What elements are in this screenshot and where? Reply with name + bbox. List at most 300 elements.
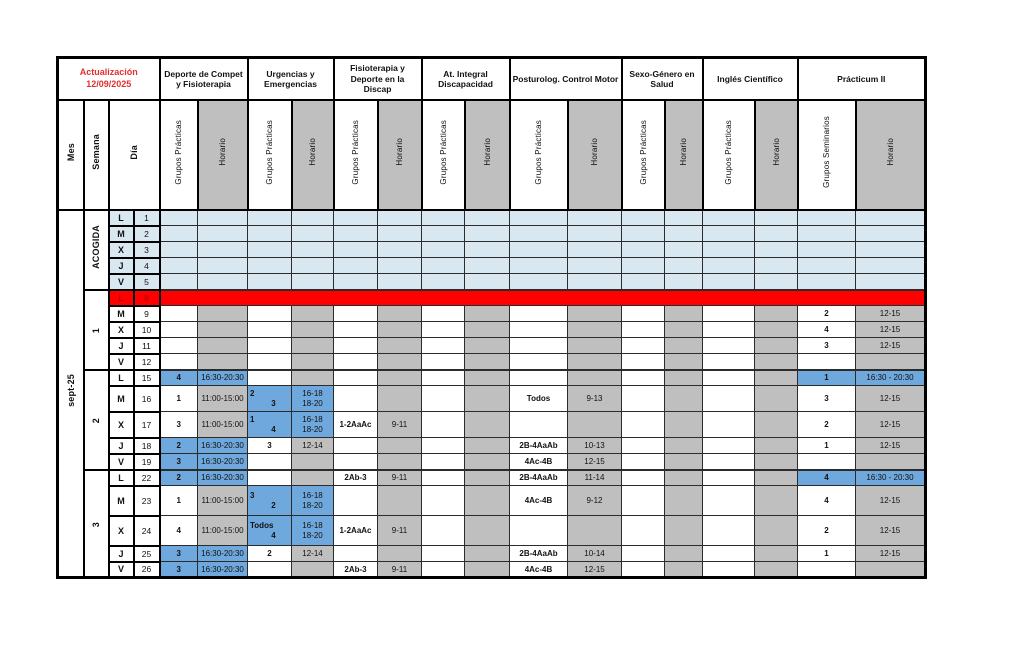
schedule-row-V19	[58, 454, 926, 470]
cell-ati-h-M9	[465, 306, 510, 322]
cell-ati-g-J18	[422, 438, 465, 454]
cell-pos-h-L1	[568, 210, 622, 226]
cell-pos-h-L22: 11-14	[568, 470, 622, 486]
cell-sex-h-L15	[665, 370, 703, 386]
seminars-label-practicum: Grupos Seminarios	[798, 100, 856, 210]
cell-ing-g-L15	[703, 370, 755, 386]
cell-pos-h-V5	[568, 274, 622, 290]
cell-sex-h-L22	[665, 470, 703, 486]
cell-ing-h-L1	[755, 210, 798, 226]
groups-label-ingles: Grupos Prácticas	[703, 100, 755, 210]
groups-label-posturologia: Grupos Prácticas	[510, 100, 568, 210]
cell-dep-g-J11	[160, 338, 198, 354]
day-letter-X3: X	[109, 242, 134, 258]
cell-dep-h-J18: 16:30-20:30	[198, 438, 248, 454]
cell-pos-g-J4	[510, 258, 568, 274]
cell-sex-h-X10	[665, 322, 703, 338]
day-letter-L15: L	[109, 370, 134, 386]
cell-fis-h-V19	[378, 454, 422, 470]
cell-pra-h-X10: 12-15	[856, 322, 926, 338]
schedule-table	[56, 56, 927, 579]
cell-pos-g-V26: 4Ac-4B	[510, 562, 568, 578]
cell-ati-h-V19	[465, 454, 510, 470]
cell-urg-g-M23: 3 2	[248, 486, 292, 516]
cell-pos-h-M2	[568, 226, 622, 242]
cell-urg-h-X24: 16-18 18-20	[292, 516, 334, 546]
day-number-V26: 26	[134, 562, 160, 578]
cell-dep-h-L1	[198, 210, 248, 226]
cell-sex-h-J11	[665, 338, 703, 354]
cell-dep-g-V5	[160, 274, 198, 290]
cell-fis-h-J11	[378, 338, 422, 354]
cell-urg-g-J25: 2	[248, 546, 292, 562]
horario-label-sexo-genero: Horario	[665, 100, 703, 210]
cell-urg-g-L1	[248, 210, 292, 226]
cell-dep-h-V26: 16:30-20:30	[198, 562, 248, 578]
cell-pra-h-L15: 16:30 - 20:30	[856, 370, 926, 386]
cell-urg-h-X10	[292, 322, 334, 338]
cell-urg-g-V12	[248, 354, 292, 370]
cell-sex-g-X24	[622, 516, 665, 546]
day-number-L15: 15	[134, 370, 160, 386]
week-cell-1: 1	[84, 290, 109, 370]
cell-pos-h-V12	[568, 354, 622, 370]
cell-ati-h-M2	[465, 226, 510, 242]
cell-pos-h-M23: 9-12	[568, 486, 622, 516]
cell-fis-h-X10	[378, 322, 422, 338]
day-letter-M2: M	[109, 226, 134, 242]
cell-urg-g-V19	[248, 454, 292, 470]
cell-dep-g-J25: 3	[160, 546, 198, 562]
semana-header: Semana	[84, 100, 109, 210]
cell-ing-g-J4	[703, 258, 755, 274]
cell-pra-h-M2	[856, 226, 926, 242]
cell-pra-g-M9: 2	[798, 306, 856, 322]
cell-fis-h-L15	[378, 370, 422, 386]
day-letter-J18: J	[109, 438, 134, 454]
cell-sex-h-M23	[665, 486, 703, 516]
groups-label-urgencias: Grupos Prácticas	[248, 100, 292, 210]
cell-ing-h-M2	[755, 226, 798, 242]
cell-pra-g-M23: 4	[798, 486, 856, 516]
cell-urg-h-M2	[292, 226, 334, 242]
cell-ing-h-M9	[755, 306, 798, 322]
update-notice	[58, 58, 160, 100]
cell-sex-g-J18	[622, 438, 665, 454]
cell-pra-h-M16: 12-15	[856, 386, 926, 412]
cell-ing-g-X3	[703, 242, 755, 258]
cell-ati-h-L1	[465, 210, 510, 226]
cell-pos-g-L22: 2B-4AaAb	[510, 470, 568, 486]
cell-ati-h-X10	[465, 322, 510, 338]
cell-urg-h-J11	[292, 338, 334, 354]
day-number-X3: 3	[134, 242, 160, 258]
cell-ati-g-V26	[422, 562, 465, 578]
cell-dep-g-M2	[160, 226, 198, 242]
cell-urg-g-J11	[248, 338, 292, 354]
cell-fis-h-J4	[378, 258, 422, 274]
cell-fis-h-M23	[378, 486, 422, 516]
cell-pra-g-L1	[798, 210, 856, 226]
cell-ati-h-V5	[465, 274, 510, 290]
cell-ati-g-L22	[422, 470, 465, 486]
cell-dep-h-V19: 16:30-20:30	[198, 454, 248, 470]
cell-ati-g-M16	[422, 386, 465, 412]
schedule-row-X3	[58, 242, 926, 258]
cell-pra-h-J25: 12-15	[856, 546, 926, 562]
course-header-sexo-genero: Sexo-Género en Salud	[622, 58, 703, 100]
cell-dep-h-J25: 16:30-20:30	[198, 546, 248, 562]
cell-urg-h-V26	[292, 562, 334, 578]
cell-ati-h-X3	[465, 242, 510, 258]
update-title: Actualización	[79, 67, 138, 78]
horario-label-deporte: Horario	[198, 100, 248, 210]
groups-label-sexo-genero: Grupos Prácticas	[622, 100, 665, 210]
day-number-M23: 23	[134, 486, 160, 516]
day-number-X17: 17	[134, 412, 160, 438]
cell-dep-h-M23: 11:00-15:00	[198, 486, 248, 516]
cell-dep-h-J11	[198, 338, 248, 354]
cell-fis-h-X3	[378, 242, 422, 258]
cell-sex-g-V12	[622, 354, 665, 370]
schedule-row-J4	[58, 258, 926, 274]
cell-sex-h-L1	[665, 210, 703, 226]
horario-label-ingles: Horario	[755, 100, 798, 210]
cell-urg-h-X17: 16-18 18-20	[292, 412, 334, 438]
cell-ati-h-L15	[465, 370, 510, 386]
cell-dep-h-M9	[198, 306, 248, 322]
cell-ati-g-J4	[422, 258, 465, 274]
cell-urg-g-V5	[248, 274, 292, 290]
cell-ati-h-V26	[465, 562, 510, 578]
cell-dep-h-V12	[198, 354, 248, 370]
cell-sex-g-J4	[622, 258, 665, 274]
day-letter-V26: V	[109, 562, 134, 578]
cell-ing-h-J11	[755, 338, 798, 354]
cell-pos-h-L15	[568, 370, 622, 386]
cell-dep-g-M16: 1	[160, 386, 198, 412]
cell-dep-g-V12	[160, 354, 198, 370]
cell-urg-g-M9	[248, 306, 292, 322]
cell-dep-g-M23: 1	[160, 486, 198, 516]
schedule-row-J11	[58, 338, 926, 354]
cell-pos-g-X24	[510, 516, 568, 546]
cell-pra-g-J18: 1	[798, 438, 856, 454]
cell-urg-h-L22	[292, 470, 334, 486]
cell-dep-h-J4	[198, 258, 248, 274]
schedule-row-X17	[58, 412, 926, 438]
day-letter-L8: L	[109, 290, 134, 306]
cell-sex-g-L1	[622, 210, 665, 226]
day-number-V5: 5	[134, 274, 160, 290]
cell-ing-h-M16	[755, 386, 798, 412]
day-number-L1: 1	[134, 210, 160, 226]
cell-ing-h-L22	[755, 470, 798, 486]
cell-ing-g-L22	[703, 470, 755, 486]
day-letter-V5: V	[109, 274, 134, 290]
cell-ati-g-X3	[422, 242, 465, 258]
cell-pra-g-M16: 3	[798, 386, 856, 412]
cell-fis-h-J18	[378, 438, 422, 454]
cell-pra-g-J4	[798, 258, 856, 274]
cell-fis-g-V5	[334, 274, 378, 290]
cell-ing-h-J25	[755, 546, 798, 562]
cell-pra-h-X3	[856, 242, 926, 258]
day-number-M16: 16	[134, 386, 160, 412]
day-letter-M16: M	[109, 386, 134, 412]
cell-pos-g-J18: 2B-4AaAb	[510, 438, 568, 454]
cell-fis-h-L22: 9-11	[378, 470, 422, 486]
day-number-M2: 2	[134, 226, 160, 242]
day-letter-M23: M	[109, 486, 134, 516]
cell-ing-h-X3	[755, 242, 798, 258]
cell-pos-h-X3	[568, 242, 622, 258]
cell-dep-g-X17: 3	[160, 412, 198, 438]
day-number-L22: 22	[134, 470, 160, 486]
day-number-J25: 25	[134, 546, 160, 562]
cell-pra-h-L1	[856, 210, 926, 226]
cell-ing-g-V5	[703, 274, 755, 290]
cell-urg-g-X10	[248, 322, 292, 338]
cell-dep-h-X24: 11:00-15:00	[198, 516, 248, 546]
cell-pos-h-M16: 9-13	[568, 386, 622, 412]
cell-ing-g-M9	[703, 306, 755, 322]
cell-fis-g-L22: 2Ab-3	[334, 470, 378, 486]
schedule-row-L8	[58, 290, 926, 306]
course-header-practicum: Prácticum II	[798, 58, 926, 100]
cell-fis-g-J18	[334, 438, 378, 454]
horario-label-practicum: Horario	[856, 100, 926, 210]
cell-pra-h-V12	[856, 354, 926, 370]
cell-sex-h-X3	[665, 242, 703, 258]
cell-fis-h-X17: 9-11	[378, 412, 422, 438]
cell-ati-h-X17	[465, 412, 510, 438]
dia-header: Día	[109, 100, 160, 210]
horario-label-posturologia: Horario	[568, 100, 622, 210]
cell-pos-h-J4	[568, 258, 622, 274]
cell-ati-h-M23	[465, 486, 510, 516]
cell-pra-h-V19	[856, 454, 926, 470]
cell-fis-h-J25	[378, 546, 422, 562]
cell-pos-h-J25: 10-14	[568, 546, 622, 562]
cell-pos-g-V5	[510, 274, 568, 290]
cell-pra-h-X17: 12-15	[856, 412, 926, 438]
course-header-at-integral: At. Integral Discapacidad	[422, 58, 510, 100]
cell-fis-g-L1	[334, 210, 378, 226]
day-number-V19: 19	[134, 454, 160, 470]
cell-pra-h-M23: 12-15	[856, 486, 926, 516]
cell-fis-g-X10	[334, 322, 378, 338]
cell-ing-g-L1	[703, 210, 755, 226]
schedule-row-L22	[58, 470, 926, 486]
cell-ing-g-V12	[703, 354, 755, 370]
day-letter-J11: J	[109, 338, 134, 354]
cell-dep-h-X3	[198, 242, 248, 258]
day-number-J11: 11	[134, 338, 160, 354]
day-letter-M9: M	[109, 306, 134, 322]
cell-ati-g-X24	[422, 516, 465, 546]
schedule-sheet	[56, 56, 927, 579]
cell-pra-g-J25: 1	[798, 546, 856, 562]
week-cell-3: 3	[84, 470, 109, 578]
cell-urg-h-V12	[292, 354, 334, 370]
cell-ati-g-X17	[422, 412, 465, 438]
cell-pos-h-X10	[568, 322, 622, 338]
cell-ing-h-V26	[755, 562, 798, 578]
cell-pra-g-J11: 3	[798, 338, 856, 354]
cell-fis-g-L15	[334, 370, 378, 386]
cell-ati-h-J4	[465, 258, 510, 274]
cell-fis-h-X24: 9-11	[378, 516, 422, 546]
cell-urg-g-X3	[248, 242, 292, 258]
mes-header: Mes	[58, 100, 84, 210]
day-letter-J25: J	[109, 546, 134, 562]
horario-label-urgencias: Horario	[292, 100, 334, 210]
schedule-row-M2	[58, 226, 926, 242]
cell-fis-g-J25	[334, 546, 378, 562]
cell-urg-g-X17: 1 4	[248, 412, 292, 438]
cell-pos-g-J25: 2B-4AaAb	[510, 546, 568, 562]
cell-urg-h-J25: 12-14	[292, 546, 334, 562]
schedule-row-L15	[58, 370, 926, 386]
cell-dep-g-L1	[160, 210, 198, 226]
cell-urg-g-M16: 2 3	[248, 386, 292, 412]
cell-fis-g-M2	[334, 226, 378, 242]
cell-dep-h-L22: 16:30-20:30	[198, 470, 248, 486]
cell-urg-g-M2	[248, 226, 292, 242]
cell-urg-h-J4	[292, 258, 334, 274]
cell-fis-g-M9	[334, 306, 378, 322]
cell-pos-h-M9	[568, 306, 622, 322]
schedule-row-M9	[58, 306, 926, 322]
day-number-M9: 9	[134, 306, 160, 322]
cell-urg-h-M16: 16-18 18-20	[292, 386, 334, 412]
cell-urg-g-J18: 3	[248, 438, 292, 454]
cell-ati-h-X24	[465, 516, 510, 546]
cell-pos-g-M16: Todos	[510, 386, 568, 412]
cell-ing-h-J4	[755, 258, 798, 274]
cell-fis-h-M2	[378, 226, 422, 242]
cell-pos-g-X10	[510, 322, 568, 338]
cell-ing-g-J11	[703, 338, 755, 354]
cell-pos-g-L1	[510, 210, 568, 226]
cell-urg-h-J18: 12-14	[292, 438, 334, 454]
day-number-V12: 12	[134, 354, 160, 370]
schedule-row-X10	[58, 322, 926, 338]
cell-pra-h-V26	[856, 562, 926, 578]
update-date: 12/09/2025	[86, 78, 132, 89]
cell-ati-g-M2	[422, 226, 465, 242]
cell-dep-g-L22: 2	[160, 470, 198, 486]
cell-pra-g-M2	[798, 226, 856, 242]
cell-ing-g-X10	[703, 322, 755, 338]
cell-pra-h-V5	[856, 274, 926, 290]
cell-ati-g-J25	[422, 546, 465, 562]
cell-fis-h-V5	[378, 274, 422, 290]
cell-pra-g-V19	[798, 454, 856, 470]
cell-pra-g-X3	[798, 242, 856, 258]
cell-urg-h-M23: 16-18 18-20	[292, 486, 334, 516]
schedule-row-M16	[58, 386, 926, 412]
cell-ati-h-L22	[465, 470, 510, 486]
day-letter-X17: X	[109, 412, 134, 438]
horario-label-at-integral: Horario	[465, 100, 510, 210]
day-number-J18: 18	[134, 438, 160, 454]
schedule-row-V12	[58, 354, 926, 370]
cell-dep-g-X24: 4	[160, 516, 198, 546]
cell-sex-g-L15	[622, 370, 665, 386]
cell-ati-h-M16	[465, 386, 510, 412]
cell-sex-g-X10	[622, 322, 665, 338]
cell-dep-h-L15: 16:30-20:30	[198, 370, 248, 386]
cell-dep-h-X17: 11:00-15:00	[198, 412, 248, 438]
cell-sex-g-M2	[622, 226, 665, 242]
cell-pos-h-V26: 12-15	[568, 562, 622, 578]
week-cell-2: 2	[84, 370, 109, 470]
day-letter-L1: L	[109, 210, 134, 226]
cell-pos-g-X3	[510, 242, 568, 258]
cell-ing-g-M2	[703, 226, 755, 242]
cell-fis-g-J11	[334, 338, 378, 354]
cell-dep-g-J4	[160, 258, 198, 274]
cell-ati-h-J18	[465, 438, 510, 454]
cell-ati-g-M23	[422, 486, 465, 516]
cell-fis-h-L1	[378, 210, 422, 226]
cell-pra-h-X24: 12-15	[856, 516, 926, 546]
cell-pos-g-M9	[510, 306, 568, 322]
cell-sex-g-M23	[622, 486, 665, 516]
cell-pra-h-L22: 16:30 - 20:30	[856, 470, 926, 486]
cell-pra-h-J11: 12-15	[856, 338, 926, 354]
cell-ing-h-X24	[755, 516, 798, 546]
cell-ati-g-X10	[422, 322, 465, 338]
cell-ing-h-V19	[755, 454, 798, 470]
cell-sex-h-J18	[665, 438, 703, 454]
cell-pos-h-X17	[568, 412, 622, 438]
cell-pra-g-V26	[798, 562, 856, 578]
cell-pos-g-V12	[510, 354, 568, 370]
cell-sex-g-L22	[622, 470, 665, 486]
cell-ing-g-X24	[703, 516, 755, 546]
course-header-ingles: Inglés Científico	[703, 58, 798, 100]
cell-urg-h-M9	[292, 306, 334, 322]
cell-sex-h-M2	[665, 226, 703, 242]
cell-sex-g-V26	[622, 562, 665, 578]
cell-urg-g-V26	[248, 562, 292, 578]
cell-dep-g-X10	[160, 322, 198, 338]
cell-ing-g-M23	[703, 486, 755, 516]
cell-ing-h-J18	[755, 438, 798, 454]
day-letter-V19: V	[109, 454, 134, 470]
cell-sex-h-M16	[665, 386, 703, 412]
cell-pos-h-V19: 12-15	[568, 454, 622, 470]
cell-sex-g-X3	[622, 242, 665, 258]
cell-fis-g-J4	[334, 258, 378, 274]
cell-fis-g-X24: 1-2AaAc	[334, 516, 378, 546]
cell-sex-h-J4	[665, 258, 703, 274]
cell-dep-h-M16: 11:00-15:00	[198, 386, 248, 412]
cell-sex-h-V26	[665, 562, 703, 578]
cell-ati-h-J11	[465, 338, 510, 354]
cell-fis-g-V12	[334, 354, 378, 370]
day-number-J4: 4	[134, 258, 160, 274]
cell-fis-g-V26: 2Ab-3	[334, 562, 378, 578]
schedule-row-L1	[58, 210, 926, 226]
week-cell-ACOGIDA: ACOGIDA	[84, 210, 109, 290]
horario-label-fisio: Horario	[378, 100, 422, 210]
cell-dep-g-L15: 4	[160, 370, 198, 386]
cell-pos-g-M2	[510, 226, 568, 242]
